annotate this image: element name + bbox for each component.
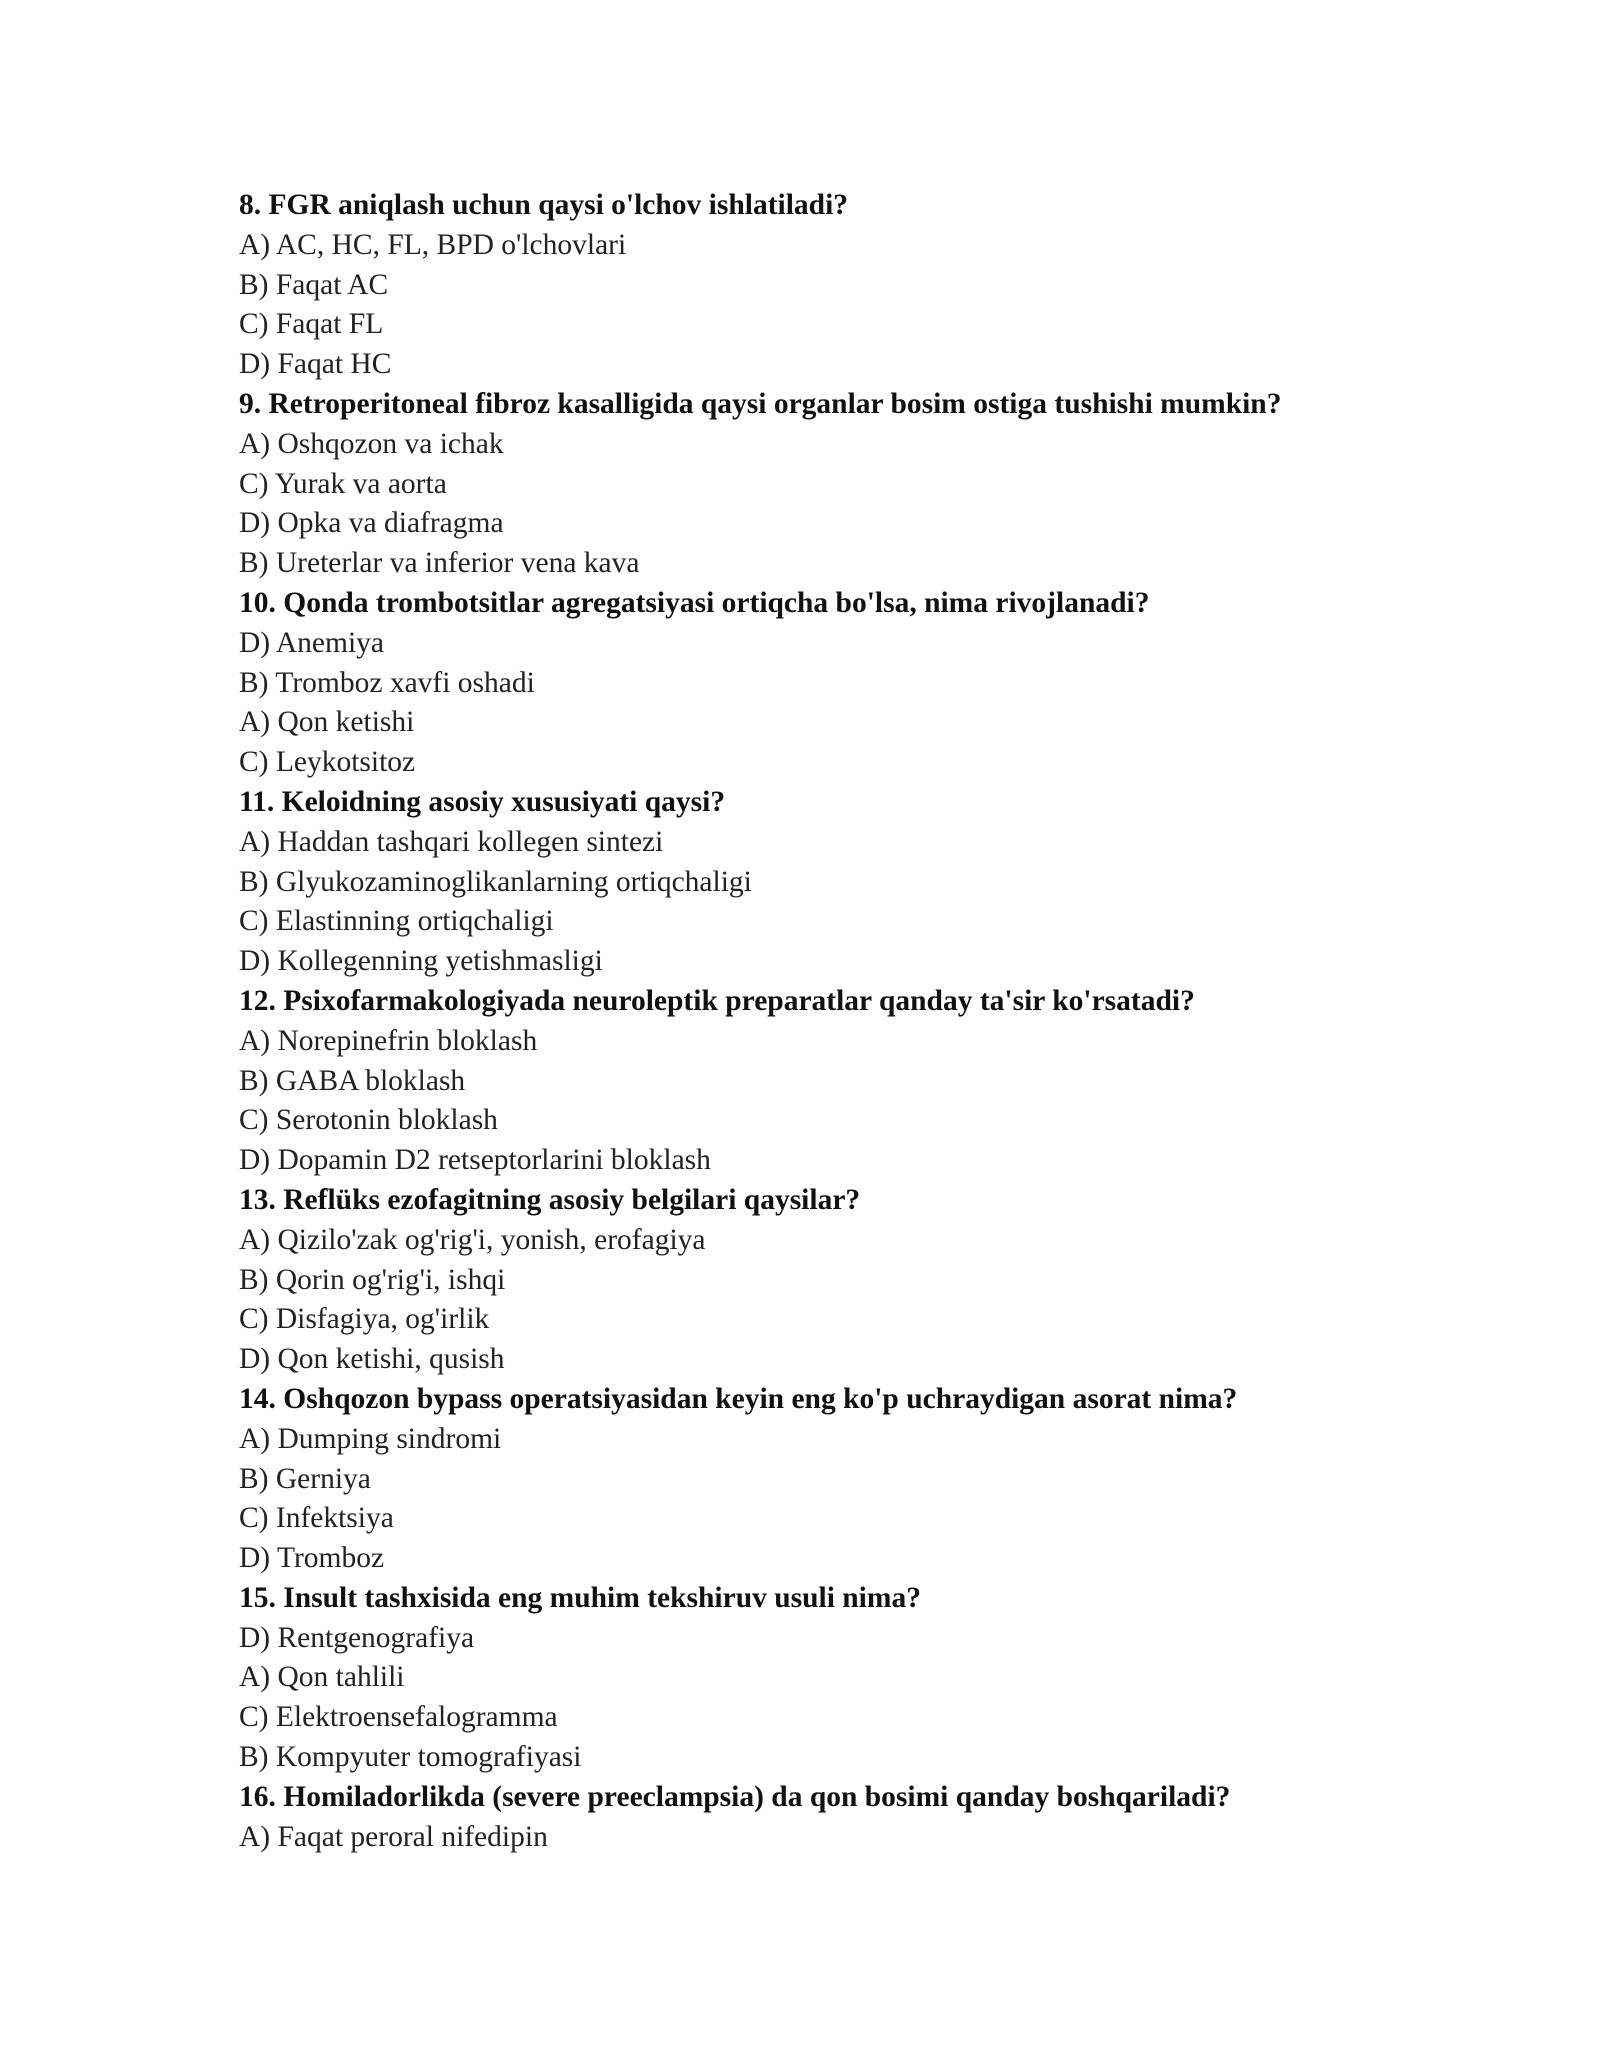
- option-12-b: B) GABA bloklash: [239, 1064, 466, 1097]
- option-13-b: B) Qorin og'rig'i, ishqi: [239, 1263, 506, 1296]
- option-14-d: D) Tromboz: [239, 1542, 385, 1575]
- option-8-a: A) AC, HC, FL, BPD o'lchovlari: [239, 228, 627, 261]
- option-10-c: C) Leykotsitoz: [239, 746, 416, 779]
- question-16: 16. Homiladorlikda (severe preeclampsia) da qon bosimi qanday boshqariladi?: [239, 1780, 1231, 1813]
- option-16-a: A) Faqat peroral nifedipin: [239, 1820, 548, 1853]
- option-11-a: A) Haddan tashqari kollegen sintezi: [239, 825, 664, 858]
- option-15-a: A) Qon tahlili: [239, 1661, 405, 1694]
- option-12-d: D) Dopamin D2 retseptorlarini bloklash: [239, 1144, 711, 1177]
- question-10: 10. Qonda trombotsitlar agregatsiyasi ortiqcha bo'lsa, nima rivojlanadi?: [239, 586, 1150, 619]
- option-13-a: A) Qizilo'zak og'rig'i, yonish, erofagiya: [239, 1223, 706, 1256]
- option-13-d: D) Qon ketishi, qusish: [239, 1343, 505, 1376]
- option-11-b: B) Glyukozaminoglikanlarning ortiqchaligi: [239, 865, 752, 898]
- option-8-d: D) Faqat HC: [239, 348, 392, 381]
- question-13: 13. Reflüks ezofagitning asosiy belgilari qaysilar?: [239, 1183, 861, 1216]
- option-10-a: A) Qon ketishi: [239, 706, 415, 739]
- option-13-c: C) Disfagiya, og'irlik: [239, 1303, 490, 1336]
- option-14-c: C) Infektsiya: [239, 1502, 394, 1535]
- question-12: 12. Psixofarmakologiyada neuroleptik preparatlar qanday ta'sir ko'rsatadi?: [239, 984, 1195, 1017]
- option-15-b: B) Kompyuter tomografiyasi: [239, 1741, 582, 1774]
- question-14: 14. Oshqozon bypass operatsiyasidan keyin eng ko'p uchraydigan asorat nima?: [239, 1382, 1238, 1415]
- option-9-a: A) Oshqozon va ichak: [239, 427, 504, 460]
- option-8-c: C) Faqat FL: [239, 308, 384, 341]
- option-10-d: D) Anemiya: [239, 626, 385, 659]
- option-9-d: D) Opka va diafragma: [239, 507, 504, 540]
- option-11-c: C) Elastinning ortiqchaligi: [239, 905, 554, 938]
- question-11: 11. Keloidning asosiy xususiyati qaysi?: [239, 785, 726, 818]
- option-14-a: A) Dumping sindromi: [239, 1422, 502, 1455]
- option-10-b: B) Tromboz xavfi oshadi: [239, 666, 535, 699]
- question-15: 15. Insult tashxisida eng muhim tekshiruv usuli nima?: [239, 1581, 921, 1614]
- option-11-d: D) Kollegenning yetishmasligi: [239, 945, 603, 978]
- question-8: 8. FGR aniqlash uchun qaysi o'lchov ishlatiladi?: [239, 189, 849, 221]
- option-15-d: D) Rentgenografiya: [239, 1621, 475, 1654]
- option-9-b: B) Ureterlar va inferior vena kava: [239, 547, 640, 580]
- question-list: [239, 186, 1479, 1857]
- option-12-c: C) Serotonin bloklash: [239, 1104, 498, 1137]
- option-9-c: C) Yurak va aorta: [239, 467, 447, 500]
- option-8-b: B) Faqat AC: [239, 268, 389, 301]
- option-14-b: B) Gerniya: [239, 1462, 371, 1495]
- question-9: 9. Retroperitoneal fibroz kasalligida qaysi organlar bosim ostiga tushishi mumkin?: [239, 387, 1282, 420]
- option-12-a: A) Norepinefrin bloklash: [239, 1024, 538, 1057]
- option-15-c: C) Elektroensefalogramma: [239, 1701, 558, 1734]
